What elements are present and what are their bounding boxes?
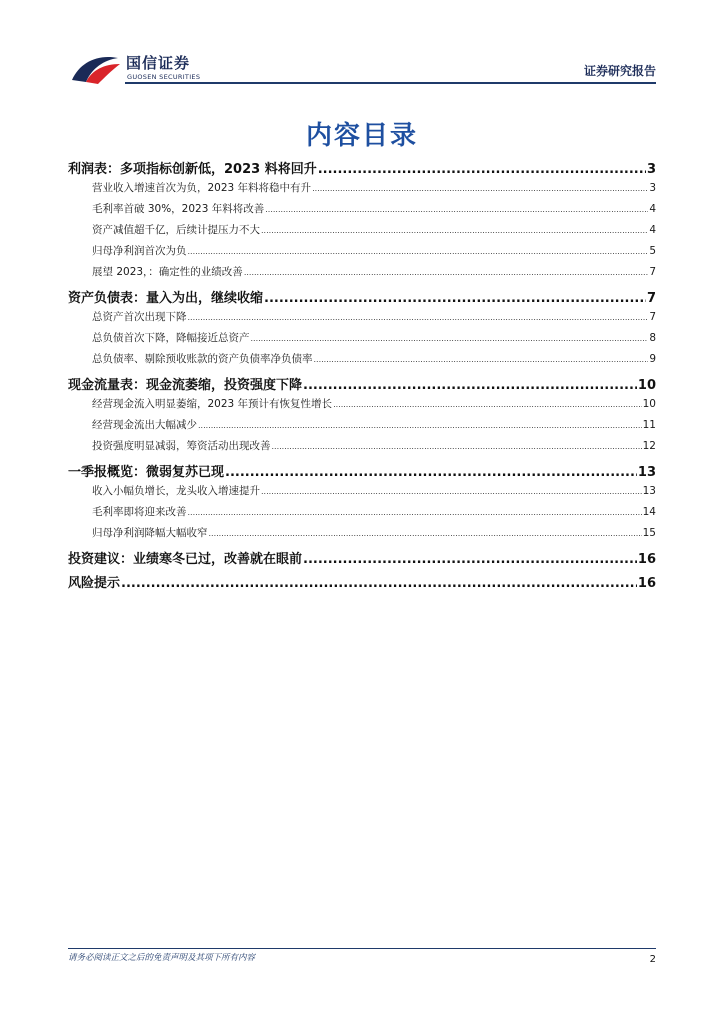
toc-entry-title: 展望 2023，：确定性的业绩改善 <box>92 266 243 278</box>
toc-entry-title: 利润表：多项指标创新低，2023 料将回升 <box>68 162 317 177</box>
page-number: 2 <box>649 954 656 965</box>
toc-page-number: 13 <box>637 465 656 480</box>
toc-dot-leader <box>244 266 649 278</box>
toc-page-number: 5 <box>649 245 656 257</box>
toc-page-number: 14 <box>642 506 656 518</box>
table-of-contents <box>68 156 656 594</box>
toc-dot-leader <box>209 527 642 539</box>
toc-dot-leader <box>264 291 646 306</box>
toc-entry-title: 营业收入增速首次为负，2023 年料将稳中有升 <box>92 182 312 194</box>
toc-subsection-entry[interactable] <box>68 483 656 504</box>
toc-page-number: 7 <box>649 266 656 278</box>
toc-dot-leader <box>188 245 649 257</box>
toc-entry-title: 归母净利润降幅大幅收窄 <box>92 527 208 539</box>
toc-subsection-entry[interactable] <box>68 438 656 459</box>
logo-chinese-name: 国信证券 <box>126 54 191 72</box>
toc-dot-leader <box>303 378 637 393</box>
toc-entry-title: 总负债率、剔除预收账款的资产负债率净负债率 <box>92 353 313 365</box>
toc-page-number: 8 <box>649 332 656 344</box>
toc-page-number: 15 <box>642 527 656 539</box>
toc-entry-title: 总资产首次出现下降 <box>92 311 187 323</box>
toc-dot-leader <box>121 576 637 591</box>
toc-section-entry[interactable] <box>68 548 656 570</box>
toc-subsection-entry[interactable] <box>68 180 656 201</box>
toc-subsection-entry[interactable] <box>68 222 656 243</box>
toc-subsection-entry[interactable] <box>68 264 656 285</box>
toc-dot-leader <box>188 311 649 323</box>
toc-entry-title: 经营现金流入明显萎缩，2023 年预计有恢复性增长 <box>92 398 333 410</box>
toc-dot-leader <box>312 182 648 194</box>
toc-page-number: 10 <box>637 378 656 393</box>
toc-entry-title: 总负债首次下降，降幅接近总资产 <box>92 332 250 344</box>
toc-subsection-entry[interactable] <box>68 417 656 438</box>
toc-entry-title: 现金流量表：现金流萎缩，投资强度下降 <box>68 378 303 393</box>
toc-subsection-entry[interactable] <box>68 330 656 351</box>
header-divider <box>125 82 656 84</box>
toc-page-number: 9 <box>649 353 656 365</box>
page-header <box>0 0 724 90</box>
toc-page-number: 13 <box>642 485 656 497</box>
toc-dot-leader <box>333 398 642 410</box>
toc-dot-leader <box>303 552 637 567</box>
toc-dot-leader <box>188 506 642 518</box>
toc-subsection-entry[interactable] <box>68 396 656 417</box>
toc-page-number: 10 <box>642 398 656 410</box>
toc-subsection-entry[interactable] <box>68 201 656 222</box>
company-logo <box>70 52 210 86</box>
toc-subsection-entry[interactable] <box>68 243 656 264</box>
toc-subsection-entry[interactable] <box>68 525 656 546</box>
toc-dot-leader <box>261 485 642 497</box>
report-type-label: 证券研究报告 <box>583 64 656 78</box>
toc-dot-leader <box>251 332 649 344</box>
toc-entry-title: 一季报概览：微弱复苏已现 <box>68 465 225 480</box>
toc-dot-leader <box>198 419 642 431</box>
page-title: 内容目录 <box>305 121 418 151</box>
toc-subsection-entry[interactable] <box>68 309 656 330</box>
toc-entry-title: 归母净利润首次为负 <box>92 245 187 257</box>
toc-section-entry[interactable] <box>68 572 656 594</box>
logo-english-name: GUOSEN SECURITIES <box>127 73 201 81</box>
toc-entry-title: 收入小幅负增长，龙头收入增速提升 <box>92 485 260 497</box>
toc-section-entry[interactable] <box>68 158 656 180</box>
toc-dot-leader <box>265 203 648 215</box>
toc-entry-title: 经营现金流出大幅减少 <box>92 419 197 431</box>
toc-section-entry[interactable] <box>68 287 656 309</box>
toc-page-number: 7 <box>646 291 656 306</box>
toc-page-number: 7 <box>649 311 656 323</box>
toc-section-entry[interactable] <box>68 461 656 483</box>
toc-entry-title: 资产负债表：量入为出，继续收缩 <box>68 291 264 306</box>
toc-section-entry[interactable] <box>68 374 656 396</box>
toc-subsection-entry[interactable] <box>68 504 656 525</box>
toc-dot-leader <box>314 353 649 365</box>
toc-page-number: 16 <box>637 552 656 567</box>
toc-page-number: 12 <box>642 440 656 452</box>
toc-page-number: 11 <box>642 419 656 431</box>
toc-dot-leader <box>225 465 637 480</box>
toc-entry-title: 资产减值超千亿，后续计提压力不大 <box>92 224 260 236</box>
toc-page-number: 16 <box>637 576 656 591</box>
toc-entry-title: 毛利率即将迎来改善 <box>92 506 187 518</box>
toc-dot-leader <box>318 162 646 177</box>
footer-disclaimer: 请务必阅读正文之后的免责声明及其项下所有内容 <box>68 953 256 963</box>
toc-page-number: 4 <box>649 224 656 236</box>
toc-dot-leader <box>272 440 642 452</box>
toc-entry-title: 毛利率首破 30%，2023 年料将改善 <box>92 203 265 215</box>
toc-dot-leader <box>261 224 648 236</box>
toc-page-number: 4 <box>649 203 656 215</box>
footer-divider <box>68 948 656 949</box>
guosen-logo-mark <box>70 52 122 86</box>
toc-entry-title: 投资建议：业绩寒冬已过，改善就在眼前 <box>68 552 303 567</box>
toc-page-number: 3 <box>646 162 656 177</box>
toc-subsection-entry[interactable] <box>68 351 656 372</box>
toc-page-number: 3 <box>649 182 656 194</box>
toc-entry-title: 风险提示 <box>68 576 121 591</box>
toc-entry-title: 投资强度明显减弱，筹资活动出现改善 <box>92 440 271 452</box>
